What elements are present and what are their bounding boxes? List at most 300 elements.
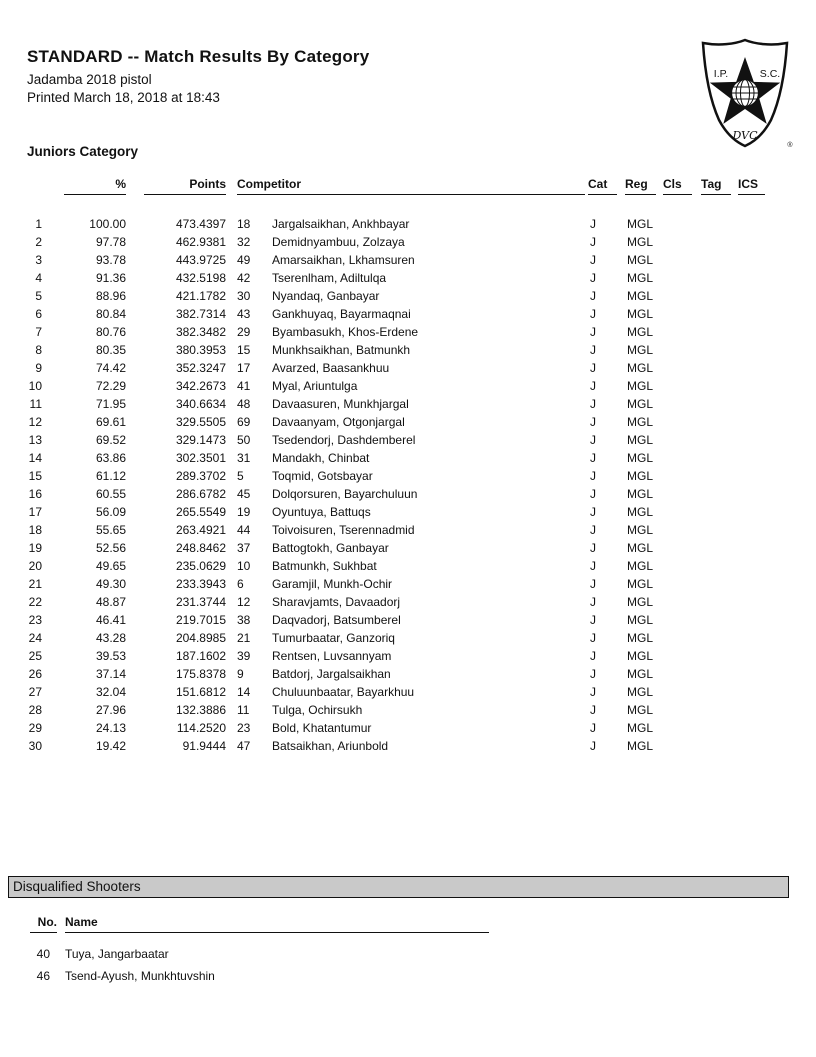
- competitor-number-cell: 49: [237, 253, 251, 267]
- percent-cell: 48.87: [95, 595, 126, 609]
- cat-cell: J: [590, 235, 596, 249]
- points-column-header: Points: [144, 177, 226, 195]
- printed-timestamp: Printed March 18, 2018 at 18:43: [27, 90, 220, 105]
- points-cell: 473.4397: [175, 217, 226, 231]
- table-row: [0, 665, 765, 683]
- competitor-number-cell: 45: [237, 487, 251, 501]
- points-cell: 462.9381: [175, 235, 226, 249]
- competitor-name-cell: Toivoisuren, Tserennadmid: [272, 523, 415, 537]
- percent-cell: 52.56: [95, 541, 126, 555]
- competitor-number-cell: 29: [237, 325, 251, 339]
- competitor-number-cell: 19: [237, 505, 251, 519]
- tag-cell: [698, 359, 735, 377]
- competitor-name-cell: Byambasukh, Khos-Erdene: [272, 325, 419, 339]
- cls-cell: [660, 503, 698, 521]
- cls-cell: [660, 557, 698, 575]
- competitor-number-cell: 21: [237, 631, 251, 645]
- tag-cell: [698, 539, 735, 557]
- competitor-name-cell: Sharavjamts, Davaadorj: [272, 595, 401, 609]
- competitor-number-cell: 10: [237, 559, 251, 573]
- percent-cell: 43.28: [95, 631, 126, 645]
- percent-cell: 49.65: [95, 559, 126, 573]
- points-cell: 91.9444: [182, 739, 226, 753]
- tag-cell: [698, 215, 735, 233]
- table-row: [0, 485, 765, 503]
- table-row: [0, 521, 765, 539]
- competitor-name-cell: Chuluunbaatar, Bayarkhuu: [272, 685, 415, 699]
- reg-cell: MGL: [627, 271, 654, 285]
- category-title: Juniors Category: [27, 144, 139, 159]
- match-name: Jadamba 2018 pistol: [27, 72, 152, 87]
- cat-cell: J: [590, 685, 596, 699]
- rank-cell: 14: [28, 451, 42, 465]
- competitor-number-cell: 32: [237, 235, 251, 249]
- table-row: [0, 557, 765, 575]
- table-row: [0, 431, 765, 449]
- tag-cell: [698, 701, 735, 719]
- ics-cell: [735, 467, 765, 485]
- points-cell: 302.3501: [175, 451, 226, 465]
- cls-cell: [660, 323, 698, 341]
- competitor-number-cell: 69: [237, 415, 251, 429]
- competitor-number-cell: 48: [237, 397, 251, 411]
- cls-cell: [660, 251, 698, 269]
- competitor-number-cell: 5: [237, 469, 244, 483]
- competitor-number-cell: 18: [237, 217, 251, 231]
- tag-cell: [698, 629, 735, 647]
- reg-cell: MGL: [627, 739, 654, 753]
- cat-cell: J: [590, 325, 596, 339]
- reg-cell: MGL: [627, 343, 654, 357]
- table-row: [0, 359, 765, 377]
- cls-cell: [660, 647, 698, 665]
- cls-cell: [660, 719, 698, 737]
- rank-cell: 3: [35, 253, 42, 267]
- tag-cell: [698, 377, 735, 395]
- cls-cell: [660, 395, 698, 413]
- cls-cell: [660, 467, 698, 485]
- points-cell: 443.9725: [175, 253, 226, 267]
- reg-cell: MGL: [627, 559, 654, 573]
- cat-cell: J: [590, 703, 596, 717]
- cls-cell: [660, 359, 698, 377]
- logo-text-sc: S.C.: [759, 68, 781, 80]
- competitor-name-cell: Dolqorsuren, Bayarchuluun: [272, 487, 418, 501]
- percent-cell: 60.55: [95, 487, 126, 501]
- competitor-number-cell: 50: [237, 433, 251, 447]
- percent-cell: 97.78: [95, 235, 126, 249]
- logo-text-ip: I.P.: [713, 68, 729, 80]
- shooter-number-cell: 46: [36, 969, 50, 983]
- tag-cell: [698, 467, 735, 485]
- percent-column-header: %: [64, 177, 126, 195]
- ics-cell: [735, 521, 765, 539]
- ics-cell: [735, 737, 765, 755]
- ics-cell: [735, 539, 765, 557]
- tag-cell: [698, 449, 735, 467]
- percent-cell: 46.41: [95, 613, 126, 627]
- cat-cell: J: [590, 613, 596, 627]
- ics-cell: [735, 269, 765, 287]
- ics-cell: [735, 233, 765, 251]
- cat-cell: J: [590, 631, 596, 645]
- reg-cell: MGL: [627, 667, 654, 681]
- reg-cell: MGL: [627, 415, 654, 429]
- percent-cell: 61.12: [95, 469, 126, 483]
- tag-cell: [698, 269, 735, 287]
- table-row: [0, 719, 765, 737]
- competitor-name-cell: Mandakh, Chinbat: [272, 451, 370, 465]
- percent-cell: 39.53: [95, 649, 126, 663]
- table-row: [0, 611, 765, 629]
- competitor-number-cell: 38: [237, 613, 251, 627]
- cls-cell: [660, 683, 698, 701]
- reg-cell: MGL: [627, 685, 654, 699]
- percent-cell: 69.61: [95, 415, 126, 429]
- cat-cell: J: [590, 379, 596, 393]
- competitor-number-cell: 9: [237, 667, 244, 681]
- reg-cell: MGL: [627, 307, 654, 321]
- cat-cell: J: [590, 559, 596, 573]
- cat-cell: J: [590, 739, 596, 753]
- competitor-number-cell: 30: [237, 289, 251, 303]
- cls-column-header: Cls: [663, 177, 692, 195]
- cls-cell: [660, 449, 698, 467]
- competitor-name-cell: Battogtokh, Ganbayar: [272, 541, 389, 555]
- rank-cell: 6: [35, 307, 42, 321]
- ics-cell: [735, 611, 765, 629]
- table-row: [0, 251, 765, 269]
- logo-motto-dvc: DVC: [732, 129, 758, 142]
- rank-cell: 25: [28, 649, 42, 663]
- points-cell: 289.3702: [175, 469, 226, 483]
- competitor-number-cell: 37: [237, 541, 251, 555]
- rank-cell: 11: [29, 397, 42, 411]
- reg-cell: MGL: [627, 631, 654, 645]
- table-row: [0, 449, 765, 467]
- table-row: [0, 701, 765, 719]
- competitor-name-cell: Tserenlham, Adiltulqa: [272, 271, 387, 285]
- table-row: [0, 233, 765, 251]
- percent-cell: 72.29: [95, 379, 126, 393]
- rank-cell: 27: [28, 685, 42, 699]
- points-cell: 329.5505: [175, 415, 226, 429]
- percent-cell: 24.13: [95, 721, 126, 735]
- ics-cell: [735, 485, 765, 503]
- table-row: [0, 377, 765, 395]
- cls-cell: [660, 611, 698, 629]
- rank-cell: 1: [35, 217, 42, 231]
- percent-cell: 88.96: [95, 289, 126, 303]
- table-row: [0, 539, 765, 557]
- competitor-name-cell: Batdorj, Jargalsaikhan: [272, 667, 391, 681]
- competitor-name-cell: Davaasuren, Munkhjargal: [272, 397, 409, 411]
- registered-mark-icon: ®: [787, 142, 793, 149]
- reg-cell: MGL: [627, 379, 654, 393]
- ics-cell: [735, 359, 765, 377]
- rank-cell: 7: [35, 325, 42, 339]
- cls-cell: [660, 413, 698, 431]
- ics-cell: [735, 215, 765, 233]
- tag-cell: [698, 683, 735, 701]
- cat-cell: J: [590, 361, 596, 375]
- disqualified-rows: [0, 943, 816, 987]
- percent-cell: 71.95: [95, 397, 126, 411]
- percent-cell: 93.78: [95, 253, 126, 267]
- points-cell: 235.0629: [175, 559, 226, 573]
- tag-cell: [698, 521, 735, 539]
- competitor-number-cell: 39: [237, 649, 251, 663]
- points-cell: 204.8985: [175, 631, 226, 645]
- table-row: [0, 965, 816, 987]
- reg-cell: MGL: [627, 541, 654, 555]
- reg-cell: MGL: [627, 595, 654, 609]
- rank-cell: 22: [28, 595, 42, 609]
- tag-cell: [698, 287, 735, 305]
- points-cell: 132.3886: [175, 703, 226, 717]
- rank-cell: 5: [35, 289, 42, 303]
- competitor-name-cell: Batsaikhan, Ariunbold: [272, 739, 389, 753]
- percent-cell: 80.76: [95, 325, 126, 339]
- points-cell: 340.6634: [175, 397, 226, 411]
- tag-cell: [698, 737, 735, 755]
- ics-cell: [735, 413, 765, 431]
- table-row: [0, 943, 816, 965]
- rank-cell: 10: [28, 379, 42, 393]
- ics-cell: [735, 647, 765, 665]
- reg-cell: MGL: [627, 577, 654, 591]
- competitor-name-cell: Tulga, Ochirsukh: [272, 703, 363, 717]
- rank-cell: 18: [28, 523, 42, 537]
- cls-cell: [660, 305, 698, 323]
- rank-cell: 26: [28, 667, 42, 681]
- competitor-name-cell: Tsedendorj, Dashdemberel: [272, 433, 416, 447]
- reg-cell: MGL: [627, 451, 654, 465]
- table-row: [0, 215, 765, 233]
- ics-cell: [735, 449, 765, 467]
- tag-cell: [698, 395, 735, 413]
- rank-column-header: [0, 177, 42, 195]
- disqualified-section: [0, 876, 816, 987]
- points-cell: 342.2673: [175, 379, 226, 393]
- ics-cell: [735, 593, 765, 611]
- points-cell: 265.5549: [175, 505, 226, 519]
- ics-cell: [735, 683, 765, 701]
- shooter-number-cell: 40: [36, 947, 50, 961]
- table-row: [0, 467, 765, 485]
- ics-cell: [735, 665, 765, 683]
- percent-cell: 100.00: [89, 217, 126, 231]
- percent-cell: 69.52: [95, 433, 126, 447]
- tag-cell: [698, 719, 735, 737]
- competitor-name-cell: Bold, Khatantumur: [272, 721, 372, 735]
- competitor-name-cell: Davaanyam, Otgonjargal: [272, 415, 405, 429]
- reg-cell: MGL: [627, 721, 654, 735]
- cls-cell: [660, 377, 698, 395]
- reg-cell: MGL: [627, 397, 654, 411]
- cat-cell: J: [590, 217, 596, 231]
- points-cell: 382.3482: [175, 325, 226, 339]
- rank-cell: 9: [35, 361, 42, 375]
- cat-cell: J: [590, 649, 596, 663]
- tag-cell: [698, 485, 735, 503]
- competitor-number-cell: 42: [237, 271, 251, 285]
- ics-cell: [735, 719, 765, 737]
- reg-column-header: Reg: [625, 177, 656, 195]
- cls-cell: [660, 269, 698, 287]
- rank-cell: 23: [28, 613, 42, 627]
- percent-cell: 74.42: [95, 361, 126, 375]
- ipsc-logo-icon: [692, 36, 798, 150]
- percent-cell: 80.35: [95, 343, 126, 357]
- points-cell: 231.3744: [175, 595, 226, 609]
- competitor-name-cell: Batmunkh, Sukhbat: [272, 559, 377, 573]
- rank-cell: 30: [28, 739, 42, 753]
- competitor-name-cell: Demidnyambuu, Zolzaya: [272, 235, 405, 249]
- ics-cell: [735, 431, 765, 449]
- points-cell: 151.6812: [175, 685, 226, 699]
- report-title: STANDARD -- Match Results By Category: [27, 47, 370, 66]
- rank-cell: 17: [28, 505, 42, 519]
- cat-cell: J: [590, 451, 596, 465]
- tag-cell: [698, 323, 735, 341]
- percent-cell: 91.36: [95, 271, 126, 285]
- reg-cell: MGL: [627, 469, 654, 483]
- ics-cell: [735, 341, 765, 359]
- table-row: [0, 575, 765, 593]
- cat-cell: J: [590, 595, 596, 609]
- reg-cell: MGL: [627, 487, 654, 501]
- cat-cell: J: [590, 523, 596, 537]
- percent-cell: 55.65: [95, 523, 126, 537]
- cls-cell: [660, 539, 698, 557]
- competitor-number-cell: 17: [237, 361, 251, 375]
- ics-cell: [735, 575, 765, 593]
- disqualified-section-bar: Disqualified Shooters: [8, 876, 789, 898]
- table-row: [0, 323, 765, 341]
- table-row: [0, 413, 765, 431]
- competitor-number-cell: 11: [237, 703, 250, 717]
- cls-cell: [660, 287, 698, 305]
- cls-cell: [660, 521, 698, 539]
- cat-cell: J: [590, 721, 596, 735]
- tag-cell: [698, 233, 735, 251]
- results-table-header: [0, 177, 765, 195]
- reg-cell: MGL: [627, 235, 654, 249]
- ics-cell: [735, 377, 765, 395]
- table-row: [0, 287, 765, 305]
- tag-cell: [698, 665, 735, 683]
- points-cell: 175.8378: [175, 667, 226, 681]
- competitor-number-cell: 41: [237, 379, 251, 393]
- rank-cell: 13: [28, 433, 42, 447]
- reg-cell: MGL: [627, 217, 654, 231]
- cat-cell: J: [590, 415, 596, 429]
- competitor-name-cell: Rentsen, Luvsannyam: [272, 649, 392, 663]
- cls-cell: [660, 575, 698, 593]
- rank-cell: 8: [35, 343, 42, 357]
- competitor-number-cell: 47: [237, 739, 251, 753]
- cat-cell: J: [590, 469, 596, 483]
- competitor-number-cell: 44: [237, 523, 251, 537]
- cat-cell: J: [590, 271, 596, 285]
- globe-icon: [732, 80, 759, 107]
- competitor-number-cell: 12: [237, 595, 251, 609]
- percent-cell: 80.84: [95, 307, 126, 321]
- cat-cell: J: [590, 487, 596, 501]
- ics-cell: [735, 557, 765, 575]
- reg-cell: MGL: [627, 289, 654, 303]
- competitor-name-cell: Nyandaq, Ganbayar: [272, 289, 380, 303]
- reg-cell: MGL: [627, 253, 654, 267]
- cat-cell: J: [590, 433, 596, 447]
- percent-cell: 63.86: [95, 451, 126, 465]
- percent-cell: 27.96: [95, 703, 126, 717]
- cat-cell: J: [590, 667, 596, 681]
- tag-cell: [698, 647, 735, 665]
- ics-cell: [735, 395, 765, 413]
- ics-cell: [735, 251, 765, 269]
- ics-cell: [735, 323, 765, 341]
- cat-cell: J: [590, 397, 596, 411]
- table-row: [0, 305, 765, 323]
- reg-cell: MGL: [627, 325, 654, 339]
- points-cell: 263.4921: [175, 523, 226, 537]
- percent-cell: 37.14: [95, 667, 126, 681]
- competitor-name-cell: Gankhuyaq, Bayarmaqnai: [272, 307, 411, 321]
- cat-cell: J: [590, 343, 596, 357]
- competitor-name-cell: Munkhsaikhan, Batmunkh: [272, 343, 411, 357]
- results-rows: [0, 215, 765, 755]
- tag-cell: [698, 431, 735, 449]
- rank-cell: 16: [28, 487, 42, 501]
- reg-cell: MGL: [627, 361, 654, 375]
- shooter-name-cell: Tuya, Jangarbaatar: [65, 947, 169, 961]
- ics-cell: [735, 701, 765, 719]
- competitor-name-cell: Amarsaikhan, Lkhamsuren: [272, 253, 415, 267]
- cat-cell: J: [590, 541, 596, 555]
- rank-cell: 2: [35, 235, 42, 249]
- competitor-name-cell: Garamjil, Munkh-Ochir: [272, 577, 393, 591]
- ipsc-shield-icon: [692, 36, 798, 150]
- tag-column-header: Tag: [701, 177, 731, 195]
- points-cell: 382.7314: [175, 307, 226, 321]
- competitor-name-cell: Toqmid, Gotsbayar: [272, 469, 373, 483]
- name-column-header: Name: [65, 915, 489, 933]
- competitor-name-cell: Oyuntuya, Battuqs: [272, 505, 371, 519]
- competitor-number-cell: 6: [237, 577, 244, 591]
- competitor-number-cell: 31: [237, 451, 251, 465]
- reg-cell: MGL: [627, 649, 654, 663]
- rank-cell: 12: [28, 415, 42, 429]
- cat-cell: J: [590, 577, 596, 591]
- cls-cell: [660, 431, 698, 449]
- points-cell: 219.7015: [175, 613, 226, 627]
- tag-cell: [698, 593, 735, 611]
- competitor-number-cell: 23: [237, 721, 251, 735]
- competitor-name-cell: Myal, Ariuntulga: [272, 379, 358, 393]
- table-row: [0, 737, 765, 755]
- tag-cell: [698, 575, 735, 593]
- points-cell: 421.1782: [175, 289, 226, 303]
- cat-cell: J: [590, 289, 596, 303]
- points-cell: 286.6782: [175, 487, 226, 501]
- tag-cell: [698, 341, 735, 359]
- reg-cell: MGL: [627, 613, 654, 627]
- no-column-header: No.: [30, 915, 57, 933]
- tag-cell: [698, 251, 735, 269]
- ics-cell: [735, 503, 765, 521]
